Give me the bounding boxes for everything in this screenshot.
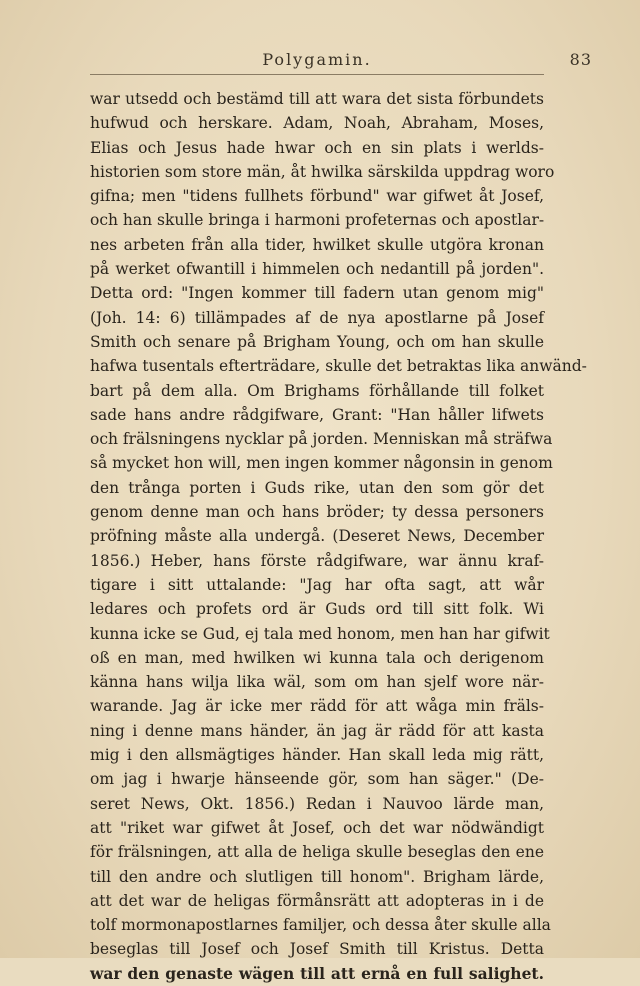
text-line: mig i den allsmägtiges händer. Han skall leda mig rätt, bbox=[90, 746, 544, 765]
text-line: den trånga porten i Guds rike, utan den som gör det bbox=[90, 478, 544, 497]
text-line: bart på dem alla. Om Brighams förhållande till folket bbox=[90, 381, 544, 400]
text-line: tigare i sitt uttalande: "Jag har ofta sagt, att wår bbox=[90, 575, 544, 594]
text-line: tolf mormonapostlarnes familjer, och dessa åter skulle alla bbox=[90, 916, 551, 935]
text-line: på werket ofwantill i himmelen och nedantill på jorden". bbox=[90, 260, 544, 279]
text-line: 1856.) Heber, hans förste rådgifware, war ännu kraf- bbox=[90, 551, 544, 570]
text-line: seret News, Okt. 1856.) Redan i Nauvoo lärde man, bbox=[90, 794, 544, 813]
text-line: pröfning måste alla undergå. (Deseret News, December bbox=[90, 527, 544, 546]
text-line: Smith och senare på Brigham Young, och om han skulle bbox=[90, 332, 544, 351]
text-line: om jag i hwarje hänseende gör, som han säger." (De- bbox=[90, 770, 544, 789]
text-line: till den andre och slutligen till honom". Brigham lärde, bbox=[90, 867, 544, 886]
text-line: så mycket hon will, men ingen kommer någonsin in genom bbox=[90, 454, 553, 473]
text-line: känna hans wilja lika wäl, som om han sjelf wore när- bbox=[90, 673, 544, 692]
running-head-title: Polygamin. bbox=[262, 50, 372, 69]
text-line: Detta ord: "Ingen kommer till fadern utan genom mig" bbox=[90, 284, 544, 303]
text-line: och frälsningens nycklar på jorden. Menniskan må sträfwa bbox=[90, 430, 553, 449]
text-line: genom denne man och hans bröder; ty dessa personers bbox=[90, 503, 544, 522]
text-line: ning i denne mans händer, än jag är rädd för att kasta bbox=[90, 721, 544, 740]
text-line: oß en man, med hwilken wi kunna tala och derigenom bbox=[90, 648, 544, 667]
text-line: Elias och Jesus hade hwar och en sin plats i werlds- bbox=[90, 138, 544, 157]
page-number: 83 bbox=[569, 50, 592, 69]
text-line: warande. Jag är icke mer rädd för att wåga min fräls- bbox=[90, 697, 544, 716]
running-head bbox=[90, 46, 592, 75]
text-line: beseglas till Josef och Josef Smith till Kristus. Detta bbox=[90, 940, 544, 959]
text-line: kunna icke se Gud, ej tala med honom, men han har gifwit bbox=[90, 624, 550, 643]
text-line: hafwa tusentals efterträdare, skulle det betraktas lika anwänd- bbox=[90, 357, 587, 376]
text-line: sade hans andre rådgifware, Grant: "Han håller lifwets bbox=[90, 405, 544, 424]
text-line: nes arbeten från alla tider, hwilket skulle utgöra kronan bbox=[90, 235, 544, 254]
text-line-bold: war den genaste wägen till att ernå en full salighet. bbox=[90, 963, 544, 983]
body-text bbox=[90, 87, 587, 986]
text-line: war utsedd och bestämd till att wara det sista förbundets bbox=[90, 90, 544, 108]
text-line: att "riket war gifwet åt Josef, och det war nödwändigt bbox=[90, 818, 544, 837]
text-line: och han skulle bringa i harmoni profeternas och apostlar- bbox=[90, 211, 545, 230]
text-line: ledares och profets ord är Guds ord till sitt folk. Wi bbox=[90, 600, 544, 619]
text-line: gifna; men "tidens fullhets förbund" war gifwet åt Josef, bbox=[90, 187, 544, 206]
text-line: historien som store män, åt hwilka särskilda uppdrag woro bbox=[90, 162, 555, 181]
text-line: att det war de heligas förmånsrätt att adopteras in i de bbox=[90, 891, 544, 910]
text-line: (Joh. 14: 6) tillämpades af de nya apostlarne på Josef bbox=[90, 308, 544, 327]
text-line: för frälsningen, att alla de heliga skulle beseglas den ene bbox=[90, 843, 544, 862]
text-line: hufwud och herskare. Adam, Noah, Abraham, Moses, bbox=[90, 114, 544, 133]
